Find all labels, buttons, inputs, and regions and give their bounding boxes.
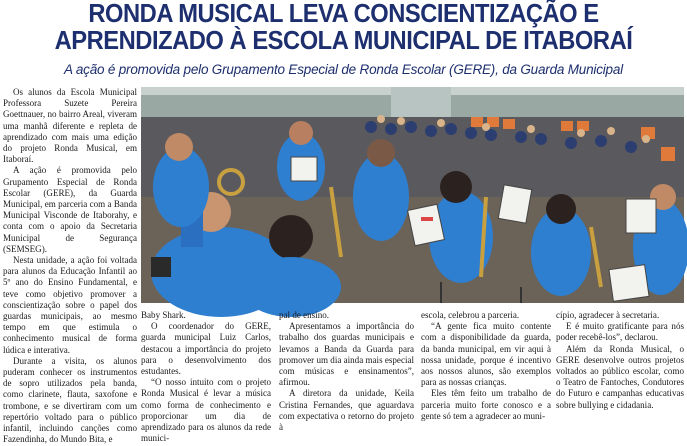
paragraph: Apresentamos a importância do trabalho dos guardas municipais e levamos a Banda da Guarda para promover um dia ainda mais especial com músicas e ensinamentos”, afirmou. [279,321,414,388]
paragraph: A diretora da unidade, Keila Cristina Fernandes, que aguardava com expectativa o retorno do projeto à [279,388,414,433]
paragraph: Os alunos da Escola Municipal Professora Suzete Pereira Goettnauer, no bairro Areal, viveram uma manhã diferente e repleta de aprendizado com mais uma edição do projeto Ronda Musical, em Itaboraí. [3,87,137,165]
subhead: A ação é promovida pelo Grupamento Especial de Ronda Escolar (GERE), da Guarda Municipal [64,62,623,77]
column-1 [3,87,137,445]
paragraph: E é muito gratificante para nós poder recebê-los”, declarou. [556,321,684,343]
paragraph: Baby Shark. [141,310,186,320]
paragraph: Durante a visita, os alunos puderam conhecer os instrumentos de sopro utilizados pela banda, como clarinete, flauta, saxofone e trombone, e se divertiram com um repertório voltado para o público infantil, incluindo canções como Fazendinha, do Mundo Bita, e [3,355,137,445]
column-3 [279,310,414,433]
headline [24,1,663,55]
paragraph: A ação é promovida pelo Grupamento Especial de Ronda Escolar (GERE), da Guarda Municipal, em parceria com a Banda Municipal Visconde de Itaborahy, e conta com o apoio da Secretaria Municipal de Segurança (SEMSEG). [3,165,137,254]
paragraph: “O nosso intuito com o projeto Ronda Musical é levar a música como forma de conhecimento e proporcionar um dia de aprendizado para os alunos da rede munici- [141,377,271,444]
column-5 [556,310,684,419]
paragraph: Eles têm feito um trabalho de parceria muito forte conosco e a gente só tem a agradecer ao muni- [421,388,551,421]
paragraph: “A gente fica muito contente com a disponibilidade da guarda, da banda municipal, em vir aqui à nossa unidade, porque é incentivo aos nossos alunos, são exemplos para as nossas crianças. [421,321,551,388]
band-performance-illustration [141,87,684,303]
paragraph: Além da Ronda Musical, o GERE desenvolve outros projetos voltados ao público escolar, como o Teatro de Fantoches, Condutores do Futuro e campanhas educativas sobre bullying e cidadania. [556,343,684,410]
paragraph: cípio, agradecer à secretaria. [556,310,660,320]
paragraph: O coordenador do GERE, guarda municipal Luiz Carlos, destacou a importância do projeto para o desenvolvimento dos estudantes. [141,321,271,377]
paragraph: escola, celebrou a parceria. [421,310,520,320]
headline-line-1: RONDA MUSICAL LEVA CONSCIENTIZAÇÃO E [88,0,599,28]
column-4 [421,310,551,419]
headline-line-2: APRENDIZADO À ESCOLA MUNICIPAL DE ITABORAÍ [54,27,633,55]
article-photo [141,87,684,303]
column-2 [141,310,271,444]
paragraph: pal de ensino. [279,310,329,320]
paragraph: Nesta unidade, a ação foi voltada para alunos da Educação Infantil ao 5º ano do Ensino Fundamental, e teve como objetivo promover a conscientização sobre o papel dos guardas municipais, ao mesmo tempo em que estimula o conhecimento musical de forma lúdica e interativa. [3,255,137,355]
